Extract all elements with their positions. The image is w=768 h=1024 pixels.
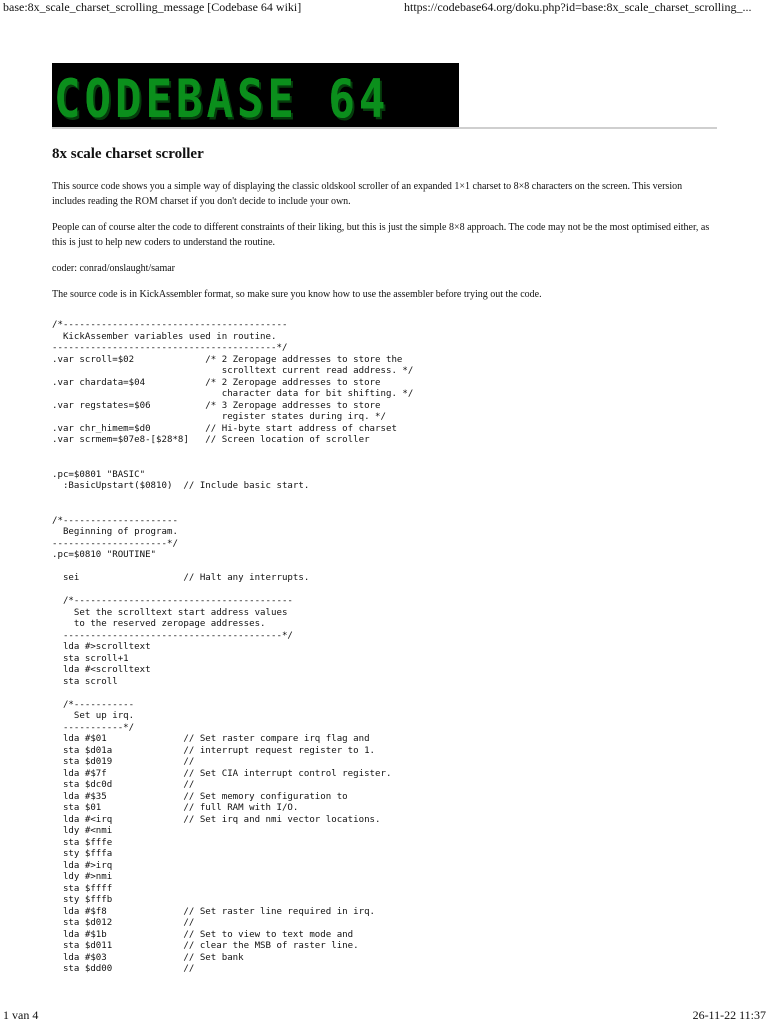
print-footer	[0, 1004, 768, 1024]
header-divider	[52, 127, 717, 129]
logo-text: CODEBASE 64	[54, 69, 390, 127]
source-code-block: /*----------------------------------------- KickAssember variables used in routine. -----------------------------------------*/ .var scroll=$02 /* 2 Zeropage addresses to store the scrolltext current read address. */ .var chardata=$04 /* 2 Zeropage addresses to store character data for bit shifting. */ .var regstates=$06 /* 3 Zeropage addresses to store register states during irq. */ .var chr_himem=$d0 // Hi-byte start address of charset .var scrmem=$07e8-[$28*8] // Screen location of scroller .pc=$0801 "BASIC" :BasicUpstart($0810) // Include basic start. /*--------------------- Beginning of program. ---------------------*/ .pc=$0810 "ROUTINE" sei // Halt any interrupts. /*---------------------------------------- Set the scrolltext start address values to the reserved zeropage addresses. ----------------------------------------*/ lda #>scrolltext sta scroll+1 lda #<scrolltext sta scroll /*----------- Set up irq. -----------*/ lda #$01 // Set raster compare irq flag and sta $d01a // interrupt request register to 1. sta $d019 // lda #$7f // Set CIA interrupt control register. sta $dc0d // lda #$35 // Set memory configuration to sta $01 // full RAM with I/O. lda #<irq // Set irq and nmi vector locations. ldy #<nmi sta $fffe sty $fffa lda #>irq ldy #>nmi sta $ffff sty $fffb lda #$f8 // Set raster line required in irq. sta $d012 // lda #$1b // Set to view to text mode and sta $d011 // clear the MSB of raster line. lda #$03 // Set bank sta $dd00 //	[52, 320, 414, 974]
page-count: 1 van 4	[3, 1008, 39, 1022]
approach-paragraph: People can of course alter the code to different constraints of their liking, but this is just the simple 8×8 approach. The code may not be the most optimised either, as this is just to help new coders to understand the routine.	[52, 222, 710, 248]
page-title: 8x scale charset scroller	[52, 146, 204, 162]
codebase64-logo[interactable]	[52, 63, 459, 127]
wiki-content	[52, 146, 717, 976]
intro-paragraph: This source code shows you a simple way of displaying the classic oldskool scroller of an expanded 1×1 charset to 8×8 characters on the screen. This version includes reading the ROM charset if you don't decide to include your own.	[52, 181, 683, 207]
coder-credit: coder: conrad/onslaught/samar	[52, 263, 176, 274]
print-header-title: base:8x_scale_charset_scrolling_message [Codebase 64 wiki]	[3, 0, 302, 14]
format-note: The source code is in KickAssembler format, so make sure you know how to use the assembler before trying out the code.	[52, 289, 542, 300]
print-header	[0, 0, 768, 18]
print-header-url: https://codebase64.org/doku.php?id=base:8x_scale_charset_scrolling_...	[404, 0, 752, 14]
print-datetime: 26-11-22 11:37	[692, 1008, 766, 1022]
